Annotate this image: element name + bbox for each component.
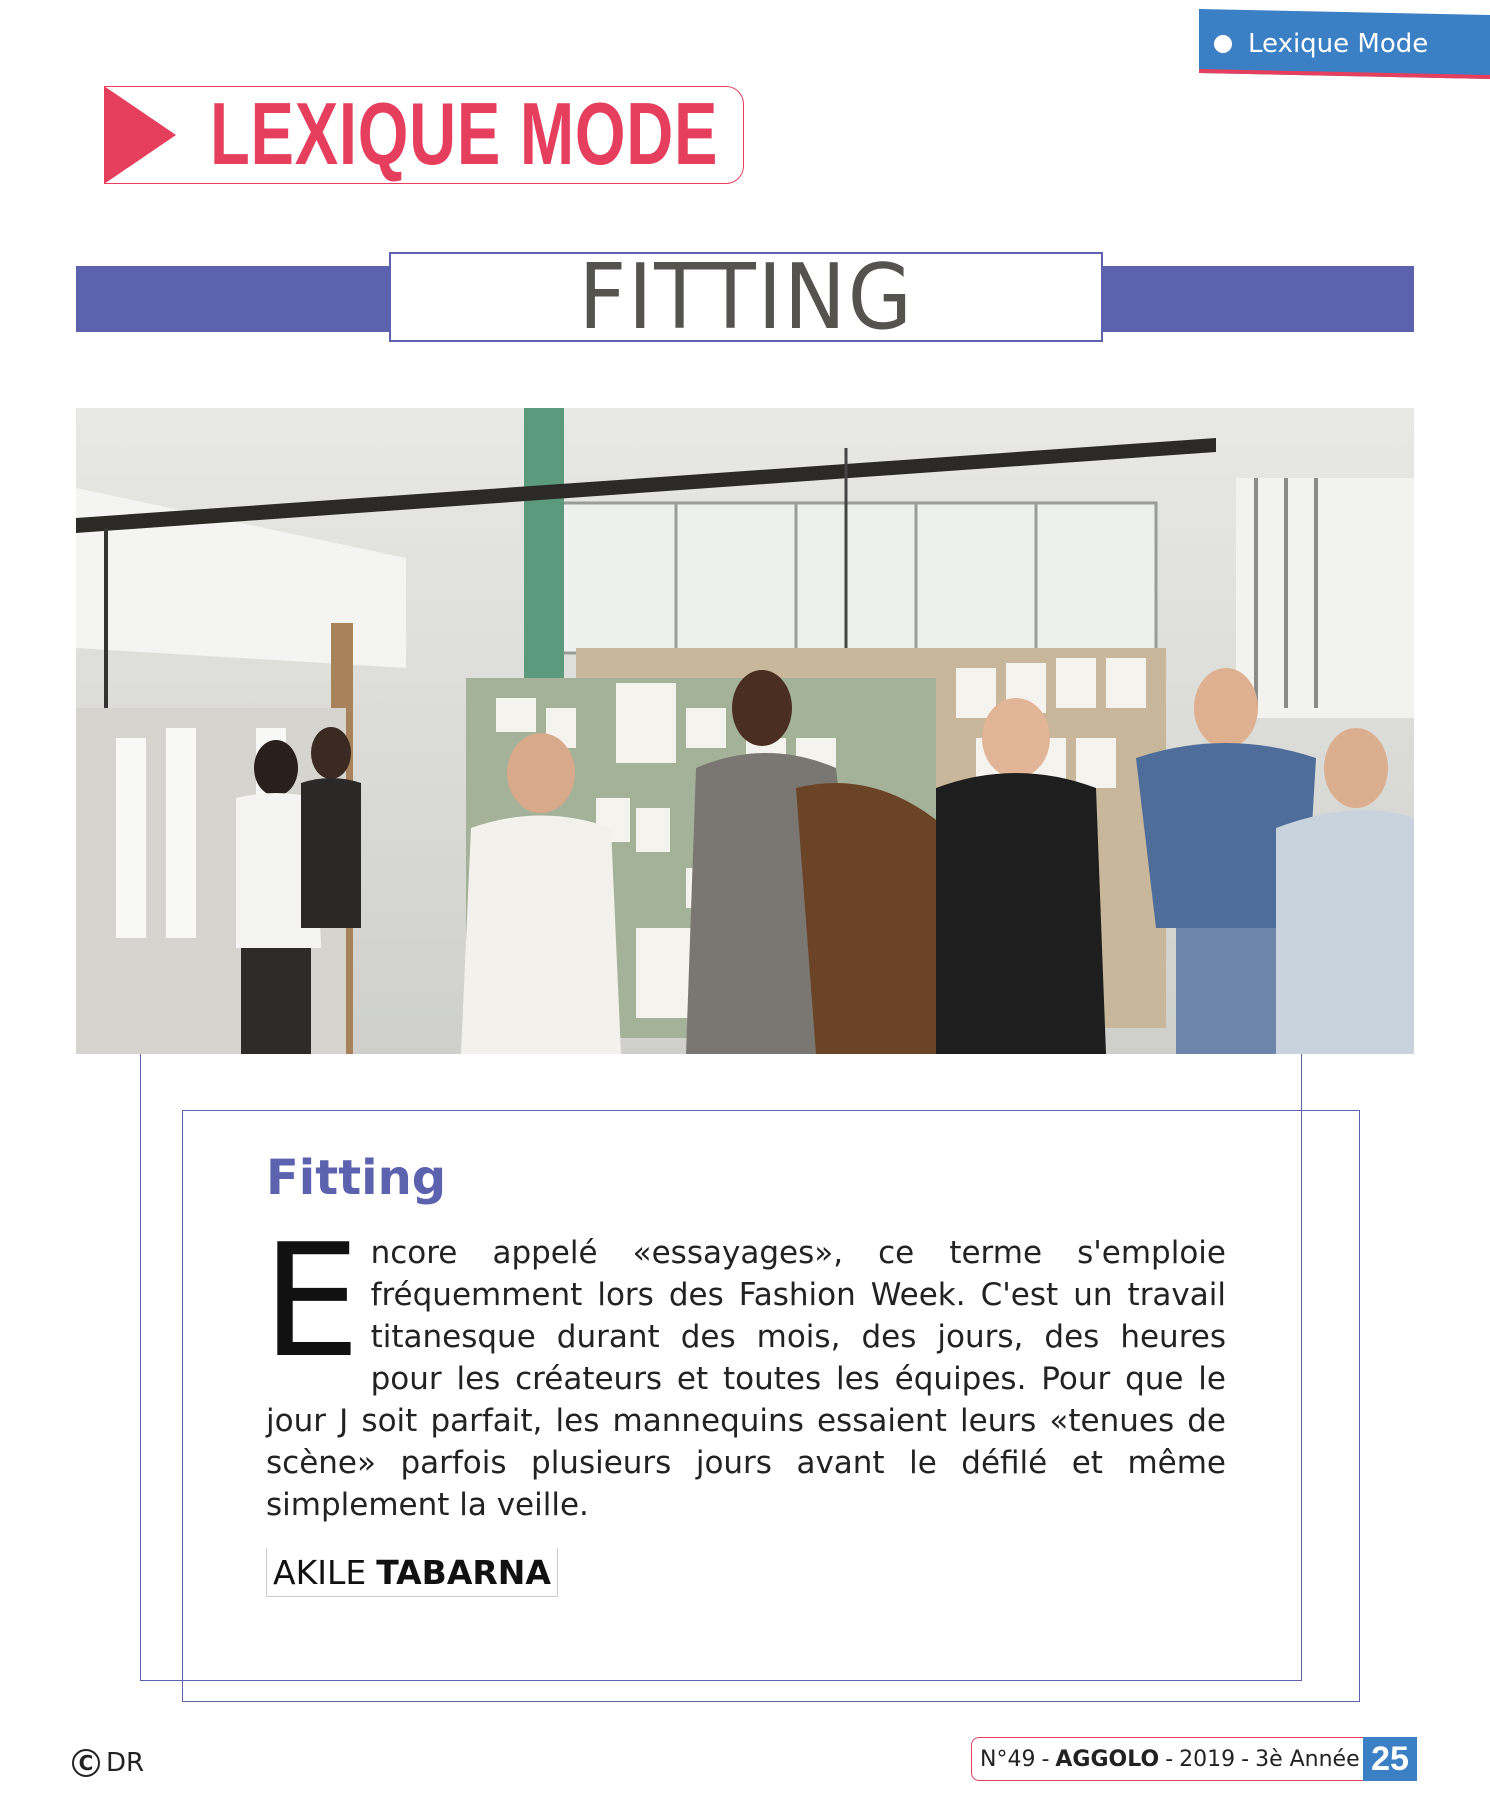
section-tab-label: Lexique Mode: [1248, 29, 1429, 59]
footer-separator: -: [1241, 1746, 1250, 1772]
photo-illustration: [76, 408, 1414, 1054]
footer-year: 2019: [1179, 1746, 1236, 1772]
article-photo: [76, 408, 1414, 1054]
footer-issue-info: [971, 1737, 1363, 1781]
page-title: FITTING: [578, 244, 914, 350]
play-arrow-icon: [104, 86, 176, 184]
footer-edition: 3è Année: [1255, 1746, 1360, 1772]
section-tab: [1199, 12, 1490, 76]
page-title-box: [389, 244, 1103, 350]
bullet-icon: [1214, 35, 1232, 53]
footer-separator: -: [1165, 1746, 1174, 1772]
article-body-text: ncore appelé «essayages», ce terme s'emploie fréquemment lors des Fashion Week. C'est un travail titanesque durant des mois, des jours, des heures pour les créateurs et toutes les équipes. Pour que le jour J soit parfait, les mannequins essaient leurs «tenues de scène» parfois plusieurs jours avant le défilé et même simplement la veille.: [266, 1235, 1226, 1523]
footer-separator: -: [1041, 1746, 1050, 1772]
author-byline: [266, 1548, 558, 1597]
page-number: 25: [1363, 1737, 1417, 1781]
photo-credit: [72, 1748, 144, 1778]
drop-cap: E: [262, 1210, 361, 1392]
author-last-name: TABARNA: [376, 1552, 551, 1592]
footer-issue: N°49: [980, 1746, 1036, 1772]
copyright-icon: C: [72, 1749, 100, 1777]
footer-magazine: AGGOLO: [1055, 1746, 1160, 1772]
section-header-title: LEXIQUE MODE: [210, 84, 719, 183]
article-body: [262, 1210, 1226, 1526]
article-heading: Fitting: [266, 1150, 447, 1206]
author-first-name: AKILE: [273, 1552, 367, 1592]
photo-credit-text: DR: [106, 1748, 145, 1778]
